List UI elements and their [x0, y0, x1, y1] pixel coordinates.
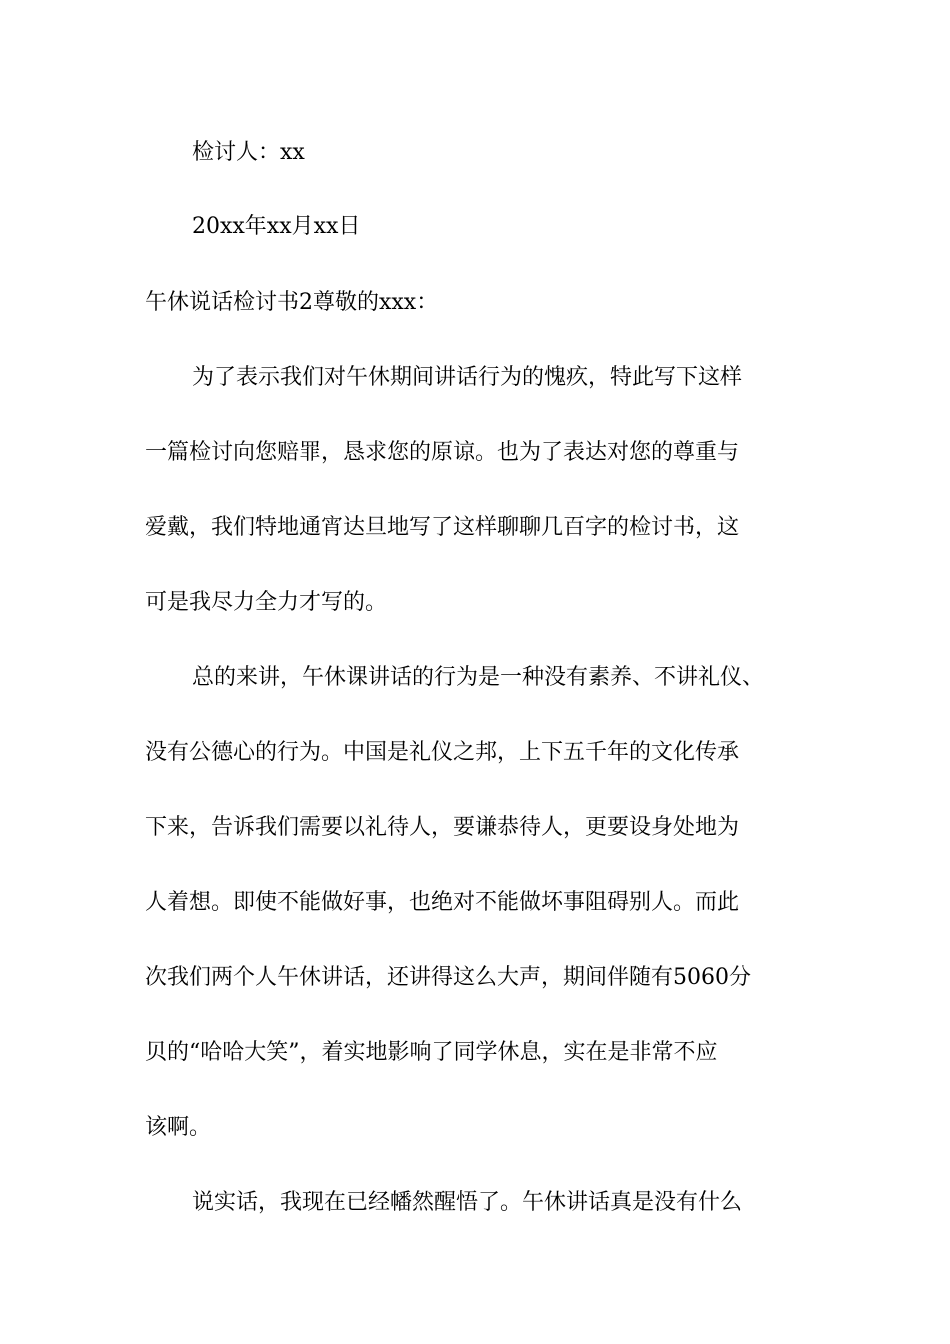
paragraph-2-line-6: 贝的“哈哈大笑”，着实地影响了同学休息，实在是非常不应 [145, 1040, 718, 1065]
paragraph-2-line-7: 该啊。 [145, 1115, 212, 1140]
paragraph-2-line-3: 下来，告诉我们需要以礼待人，要谦恭待人，更要设身处地为 [145, 815, 740, 840]
paragraph-2-line-5: 次我们两个人午休讲话，还讲得这么大声，期间伴随有5060分 [145, 965, 751, 990]
paragraph-1-line-4: 可是我尽力全力才写的。 [145, 590, 388, 615]
paragraph-1-line-2: 一篇检讨向您赔罪，恳求您的原谅。也为了表达对您的尊重与 [145, 440, 740, 465]
date-line: 20xx年xx月xx日 [192, 214, 361, 239]
paragraph-2-line-2: 没有公德心的行为。中国是礼仪之邦，上下五千年的文化传承 [145, 740, 740, 765]
paragraph-2-line-1: 总的来讲，午休课讲话的行为是一种没有素养、不讲礼仪、 [192, 665, 765, 690]
signature-line: 检讨人：xx [192, 140, 305, 165]
letter-heading: 午休说话检讨书2尊敬的xxx： [145, 290, 439, 315]
paragraph-3-line-1: 说实话，我现在已经幡然醒悟了。午休讲话真是没有什么 [192, 1190, 743, 1215]
paragraph-1-line-1: 为了表示我们对午休期间讲话行为的愧疚，特此写下这样 [192, 365, 743, 390]
paragraph-2-line-4: 人着想。即使不能做好事，也绝对不能做坏事阻碍别人。而此 [145, 890, 740, 915]
paragraph-1-line-3: 爱戴，我们特地通宵达旦地写了这样聊聊几百字的检讨书，这 [145, 515, 740, 540]
